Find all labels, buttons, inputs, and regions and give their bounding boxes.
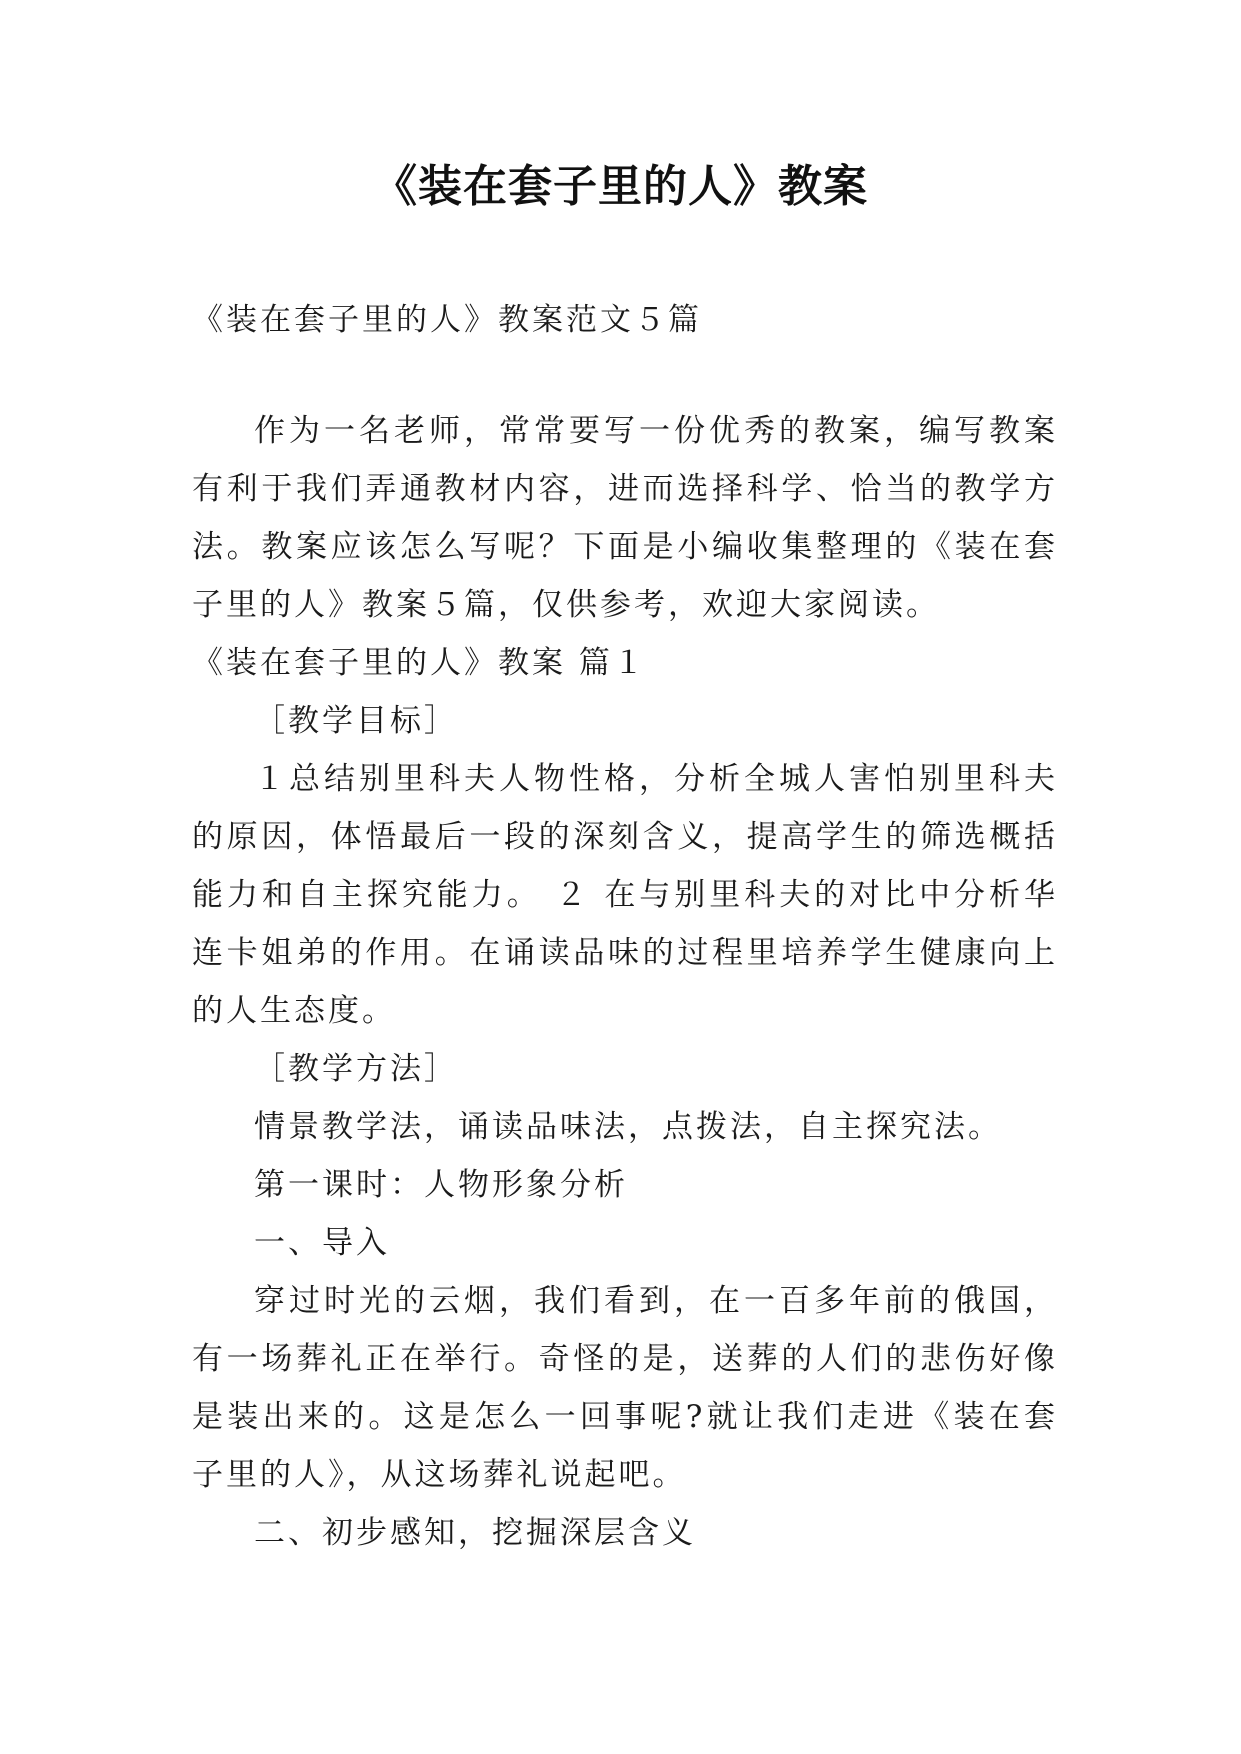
initial-perception-heading: 二、初步感知，挖掘深层含义 <box>254 1515 696 1551</box>
intro-paragraph: 作为一名老师，常常要写一份优秀的教案，编写教案有利于我们弄通教材内容，进而选择科学、恰当的教学方法。教案应该怎么写呢？下面是小编收集整理的《装在套子里的人》教案５篇，仅供参考，欢迎大家阅读。 <box>192 413 1058 623</box>
document-title: 《装在套子里的人》教案 <box>373 161 868 212</box>
teaching-goals-paragraph: １总结别里科夫人物性格，分析全城人害怕别里科夫的原因，体悟最后一段的深刻含义，提高学生的筛选概括能力和自主探究能力。 ２ 在与别里科夫的对比中分析华连卡姐弟的作用。在诵读品味的过程里培养学生健康向上的人生态度。 <box>192 761 1058 1029</box>
section-heading: 《装在套子里的人》教案 篇１ <box>192 645 647 681</box>
introduction-paragraph: 穿过时光的云烟，我们看到，在一百多年前的俄国，有一场葬礼正在举行。奇怪的是，送葬的人们的悲伤好像是装出来的。这是怎么一回事呢?就让我们走进《装在套子里的人》，从这场葬礼说起吧。 <box>192 1283 1058 1493</box>
document-subtitle: 《装在套子里的人》教案范文５篇 <box>192 302 702 338</box>
introduction-heading: 一、导入 <box>254 1225 390 1261</box>
teaching-methods-paragraph: 情景教学法，诵读品味法，点拨法，自主探究法。 <box>254 1109 1002 1145</box>
teaching-methods-heading: ［教学方法］ <box>254 1051 458 1087</box>
document-body <box>192 402 1058 1562</box>
teaching-goals-heading: ［教学目标］ <box>254 703 458 739</box>
lesson-one-heading: 第一课时：人物形象分析 <box>254 1167 628 1203</box>
